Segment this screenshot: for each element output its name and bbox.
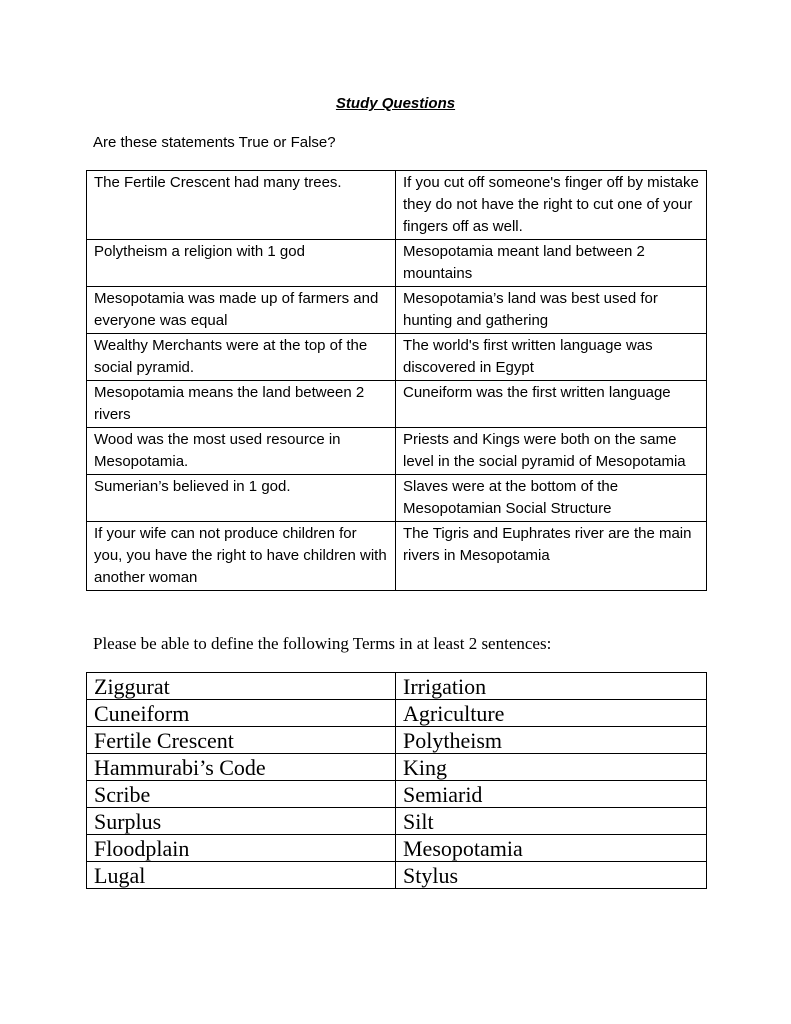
statement-row <box>87 381 707 428</box>
term-cell: Agriculture <box>396 700 707 727</box>
statement-row <box>87 171 707 240</box>
term-cell: Fertile Crescent <box>87 727 396 754</box>
page-title: Study Questions <box>335 95 456 112</box>
true-false-table <box>86 170 707 591</box>
term-cell: Lugal <box>87 862 396 889</box>
term-cell: Ziggurat <box>87 673 396 700</box>
term-row <box>87 808 707 835</box>
statement-cell: Polytheism a religion with 1 god <box>87 240 396 287</box>
term-cell: King <box>396 754 707 781</box>
term-row <box>87 781 707 808</box>
term-row <box>87 700 707 727</box>
term-cell: Silt <box>396 808 707 835</box>
statement-row <box>87 240 707 287</box>
terms-table <box>86 672 707 889</box>
term-cell: Cuneiform <box>87 700 396 727</box>
term-cell: Scribe <box>87 781 396 808</box>
statement-cell: Mesopotamia meant land between 2 mountains <box>396 240 707 287</box>
term-cell: Hammurabi’s Code <box>87 754 396 781</box>
term-cell: Surplus <box>87 808 396 835</box>
term-cell: Stylus <box>396 862 707 889</box>
statement-row <box>87 475 707 522</box>
statement-cell: Mesopotamia was made up of farmers and everyone was equal <box>87 287 396 334</box>
instruction-text: Are these statements True or False? <box>93 134 336 151</box>
term-cell: Irrigation <box>396 673 707 700</box>
statement-row <box>87 287 707 334</box>
statement-cell: Priests and Kings were both on the same level in the social pyramid of Mesopotamia <box>396 428 707 475</box>
statement-row <box>87 334 707 381</box>
statement-cell: Wealthy Merchants were at the top of the social pyramid. <box>87 334 396 381</box>
term-cell: Semiarid <box>396 781 707 808</box>
statement-cell: Wood was the most used resource in Mesopotamia. <box>87 428 396 475</box>
term-row <box>87 673 707 700</box>
statement-cell: Sumerian’s believed in 1 god. <box>87 475 396 522</box>
term-cell: Floodplain <box>87 835 396 862</box>
term-row <box>87 835 707 862</box>
statement-cell: Mesopotamia’s land was best used for hunting and gathering <box>396 287 707 334</box>
statement-cell: The Fertile Crescent had many trees. <box>87 171 396 240</box>
statement-row <box>87 522 707 591</box>
statement-cell: Slaves were at the bottom of the Mesopotamian Social Structure <box>396 475 707 522</box>
statement-cell: Mesopotamia means the land between 2 rivers <box>87 381 396 428</box>
term-cell: Mesopotamia <box>396 835 707 862</box>
term-row <box>87 862 707 889</box>
statement-cell: The world's first written language was discovered in Egypt <box>396 334 707 381</box>
terms-intro-text: Please be able to define the following Terms in at least 2 sentences: <box>93 634 552 653</box>
term-row <box>87 754 707 781</box>
statement-cell: Cuneiform was the first written language <box>396 381 707 428</box>
term-cell: Polytheism <box>396 727 707 754</box>
statement-row <box>87 428 707 475</box>
statement-cell: If your wife can not produce children for you, you have the right to have children with another woman <box>87 522 396 591</box>
term-row <box>87 727 707 754</box>
statement-cell: If you cut off someone's finger off by mistake they do not have the right to cut one of your fingers off as well. <box>396 171 707 240</box>
statement-cell: The Tigris and Euphrates river are the main rivers in Mesopotamia <box>396 522 707 591</box>
